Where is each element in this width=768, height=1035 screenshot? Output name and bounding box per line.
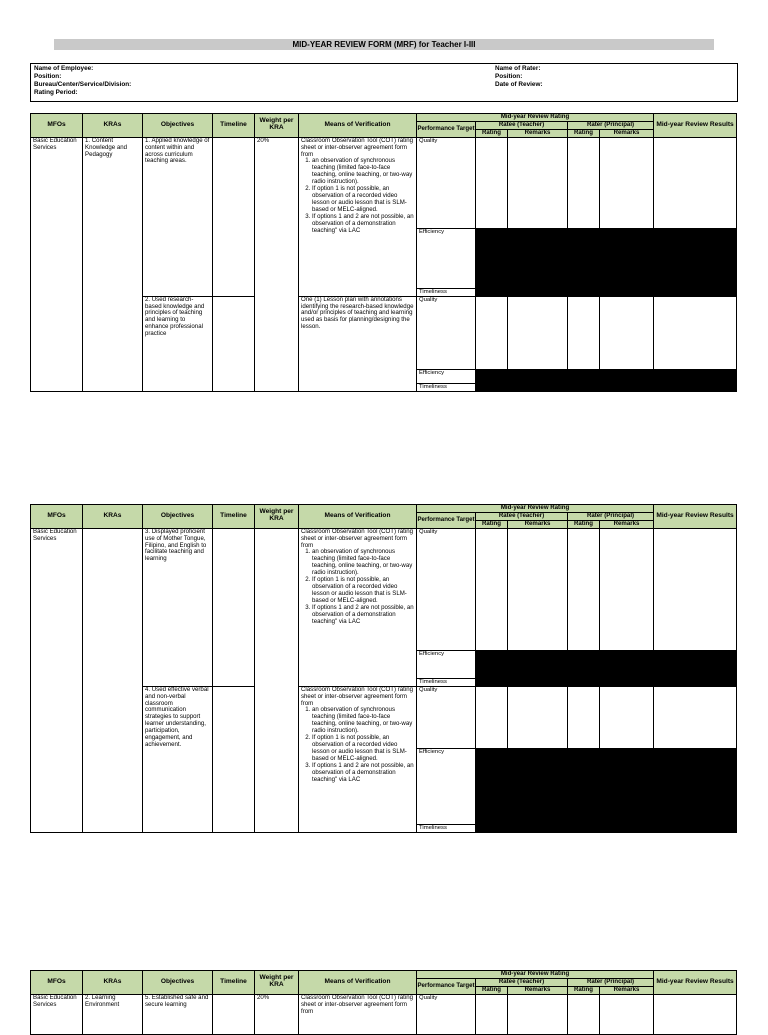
weight-header: Weight per KRA: [255, 114, 299, 138]
mov-cell: Classroom Observation Tool (COT) rating sheet or inter-observer agreement form from: [299, 994, 417, 1034]
blacked-out-cells: [476, 678, 737, 686]
results-cell[interactable]: [654, 296, 737, 369]
rater-remarks-cell[interactable]: [600, 296, 654, 369]
ratee-remarks-cell[interactable]: [508, 994, 568, 1034]
rater-rating-cell[interactable]: [568, 994, 600, 1034]
timeliness-label: Timeliness: [417, 383, 476, 391]
weight-cell: 20%: [255, 137, 299, 391]
mov-header: Means of Verification: [299, 971, 417, 995]
mov-options-list: [301, 549, 414, 625]
performance-target-header: Performance Target: [417, 121, 476, 137]
ratee-remarks-header: Remarks: [508, 986, 568, 994]
blacked-out-cells: [476, 824, 737, 832]
objectives-header: Objectives: [143, 114, 213, 138]
ratee-rating-cell[interactable]: [476, 994, 508, 1034]
results-header: Mid-year Review Results: [654, 114, 737, 138]
mfo-cell: Basic Education Services: [31, 137, 83, 391]
review-table-2: [30, 504, 737, 833]
blacked-out-cells: [476, 650, 737, 678]
weight-cell: [255, 528, 299, 832]
results-cell[interactable]: [654, 137, 737, 228]
timeline-cell[interactable]: [213, 137, 255, 296]
mov-option-item: 1. an observation of synchronous teaching (limited face-to-face teaching, online teaching, or two-way radio instruction).: [312, 549, 414, 577]
form-title: MID-YEAR REVIEW FORM (MRF) for Teacher I-III: [54, 39, 714, 50]
position-label: Position:: [34, 73, 62, 80]
mov-cell: [299, 686, 417, 832]
blacked-out-cells: [476, 228, 737, 288]
rater-remarks-header: Remarks: [600, 129, 654, 137]
quality-label: Quality: [417, 137, 476, 228]
rater-rating-cell[interactable]: [568, 296, 600, 369]
bureau-label: Bureau/Center/Service/Division:: [34, 81, 132, 88]
ratee-remarks-cell[interactable]: [508, 137, 568, 228]
employee-info-box: [30, 63, 738, 102]
kra-cell: [83, 528, 143, 832]
kras-header: KRAs: [83, 971, 143, 995]
quality-label: Quality: [417, 296, 476, 369]
results-cell[interactable]: [654, 686, 737, 748]
mov-cell: [299, 528, 417, 686]
rater-remarks-header: Remarks: [600, 986, 654, 994]
quality-label: Quality: [417, 686, 476, 748]
objective-cell: 5. Established safe and secure learning: [143, 994, 213, 1034]
mov-option-item: 2. If option 1 is not possible, an observation of a recorded video lesson or audio lesson that is SLM-based or MELC-aligned.: [312, 577, 414, 605]
rating-period-label: Rating Period:: [34, 89, 78, 96]
mfos-header: MFOs: [31, 971, 83, 995]
timeline-cell[interactable]: [213, 994, 255, 1034]
mov-option-item: 3. If options 1 and 2 are not possible, an observation of a demonstration teaching" via LAC: [312, 763, 414, 784]
mov-options-list: [301, 158, 414, 234]
efficiency-label: Efficiency: [417, 650, 476, 678]
ratee-remarks-cell[interactable]: [508, 528, 568, 650]
objective-cell: 1. Applied knowledge of content within and across curriculum teaching areas.: [143, 137, 213, 296]
performance-target-header: Performance Target: [417, 978, 476, 994]
mfo-cell: Basic Education Services: [31, 994, 83, 1034]
efficiency-label: Efficiency: [417, 228, 476, 288]
rater-header: Rater (Principal): [568, 512, 654, 520]
mov-option-item: 2. If option 1 is not possible, an observation of a recorded video lesson or audio lesson that is SLM-based or MELC-aligned.: [312, 735, 414, 763]
rater-rating-header: Rating: [568, 129, 600, 137]
ratee-rating-cell[interactable]: [476, 528, 508, 650]
rater-name-label: Name of Rater:: [495, 65, 541, 72]
mov-cell: [299, 137, 417, 296]
mfos-header: MFOs: [31, 114, 83, 138]
timeline-cell[interactable]: [213, 528, 255, 686]
rater-rating-cell[interactable]: [568, 686, 600, 748]
mov-intro: Classroom Observation Tool (COT) rating sheet or inter-observer agreement form from: [301, 137, 413, 158]
ratee-remarks-cell[interactable]: [508, 686, 568, 748]
objective-cell: 3. Displayed proficient use of Mother Tongue, Filipino, and English to facilitate teaching and learning: [143, 528, 213, 686]
review-table-3: [30, 970, 737, 1035]
mov-options-list: [301, 707, 414, 783]
performance-target-header: Performance Target: [417, 512, 476, 528]
quality-label: Quality: [417, 994, 476, 1034]
rater-rating-header: Rating: [568, 520, 600, 528]
rater-rating-header: Rating: [568, 986, 600, 994]
ratee-rating-header: Rating: [476, 129, 508, 137]
rater-header: Rater (Principal): [568, 978, 654, 986]
date-of-review-label: Date of Review:: [495, 81, 543, 88]
rater-rating-cell[interactable]: [568, 137, 600, 228]
mov-intro: Classroom Observation Tool (COT) rating sheet or inter-observer agreement form from: [301, 686, 413, 707]
timeliness-label: Timeliness: [417, 678, 476, 686]
mov-header: Means of Verification: [299, 505, 417, 529]
timeline-header: Timeline: [213, 505, 255, 529]
ratee-header: Ratee (Teacher): [476, 121, 568, 129]
objective-cell: 4. Used effective verbal and non-verbal classroom communication strategies to support learner understanding, participation, engagement, and achievement.: [143, 686, 213, 832]
rater-header: Rater (Principal): [568, 121, 654, 129]
timeline-cell[interactable]: [213, 686, 255, 832]
ratee-rating-header: Rating: [476, 986, 508, 994]
efficiency-label: Efficiency: [417, 369, 476, 383]
rater-rating-cell[interactable]: [568, 528, 600, 650]
mov-intro: Classroom Observation Tool (COT) rating sheet or inter-observer agreement form from: [301, 528, 413, 549]
timeliness-label: Timeliness: [417, 288, 476, 296]
blacked-out-cells: [476, 383, 737, 391]
mov-cell: One (1) Lesson plan with annotations identifying the research-based knowledge and/or principles of teaching and learning used as basis for planning/designing the lesson.: [299, 296, 417, 391]
rater-remarks-cell[interactable]: [600, 137, 654, 228]
review-table-1: [30, 113, 737, 392]
weight-header: Weight per KRA: [255, 505, 299, 529]
blacked-out-cells: [476, 369, 737, 383]
rater-remarks-cell[interactable]: [600, 994, 654, 1034]
mov-option-item: 1. an observation of synchronous teaching (limited face-to-face teaching, online teaching, or two-way radio instruction).: [312, 707, 414, 735]
ratee-rating-header: Rating: [476, 520, 508, 528]
ratee-remarks-cell[interactable]: [508, 296, 568, 369]
mfos-header: MFOs: [31, 505, 83, 529]
results-header: Mid-year Review Results: [654, 505, 737, 529]
results-header: Mid-year Review Results: [654, 971, 737, 995]
kra-cell: 1. Content Knowledge and Pedagogy: [83, 137, 143, 391]
ratee-remarks-header: Remarks: [508, 129, 568, 137]
rater-info-right: [495, 65, 543, 89]
kras-header: KRAs: [83, 114, 143, 138]
mfo-cell: Basic Education Services: [31, 528, 83, 832]
mid-year-rating-header: Mid-year Review Rating: [417, 971, 654, 979]
objectives-header: Objectives: [143, 505, 213, 529]
rater-position-label: Position:: [495, 73, 523, 80]
quality-label: Quality: [417, 528, 476, 650]
mov-header: Means of Verification: [299, 114, 417, 138]
efficiency-label: Efficiency: [417, 748, 476, 824]
ratee-header: Ratee (Teacher): [476, 978, 568, 986]
objectives-header: Objectives: [143, 971, 213, 995]
kra-cell: 2. Learning Environment: [83, 994, 143, 1034]
mov-option-item: 3. If options 1 and 2 are not possible, an observation of a demonstration teaching" via LAC: [312, 605, 414, 626]
mov-option-item: 2. If option 1 is not possible, an observation of a recorded video lesson or audio lesson that is SLM-based or MELC-aligned.: [312, 186, 414, 214]
blacked-out-cells: [476, 288, 737, 296]
mid-year-rating-header: Mid-year Review Rating: [417, 114, 654, 122]
ratee-rating-cell[interactable]: [476, 686, 508, 748]
weight-cell: 20%: [255, 994, 299, 1034]
timeline-cell[interactable]: [213, 296, 255, 391]
results-cell[interactable]: [654, 994, 737, 1034]
blacked-out-cells: [476, 748, 737, 824]
timeliness-label: Timeliness: [417, 824, 476, 832]
mov-option-item: 3. If options 1 and 2 are not possible, an observation of a demonstration teaching" via LAC: [312, 214, 414, 235]
ratee-rating-cell[interactable]: [476, 137, 508, 228]
employee-name-label: Name of Employee:: [34, 65, 94, 72]
objective-cell: 2. Used research-based knowledge and principles of teaching and learning to enhance professional practice: [143, 296, 213, 391]
weight-header: Weight per KRA: [255, 971, 299, 995]
rater-remarks-cell[interactable]: [600, 528, 654, 650]
employee-info-left: [34, 65, 131, 97]
results-cell[interactable]: [654, 528, 737, 650]
kras-header: KRAs: [83, 505, 143, 529]
ratee-header: Ratee (Teacher): [476, 512, 568, 520]
timeline-header: Timeline: [213, 114, 255, 138]
ratee-rating-cell[interactable]: [476, 296, 508, 369]
rater-remarks-cell[interactable]: [600, 686, 654, 748]
mid-year-rating-header: Mid-year Review Rating: [417, 505, 654, 513]
rater-remarks-header: Remarks: [600, 520, 654, 528]
ratee-remarks-header: Remarks: [508, 520, 568, 528]
mov-option-item: 1. an observation of synchronous teaching (limited face-to-face teaching, online teaching, or two-way radio instruction).: [312, 158, 414, 186]
timeline-header: Timeline: [213, 971, 255, 995]
